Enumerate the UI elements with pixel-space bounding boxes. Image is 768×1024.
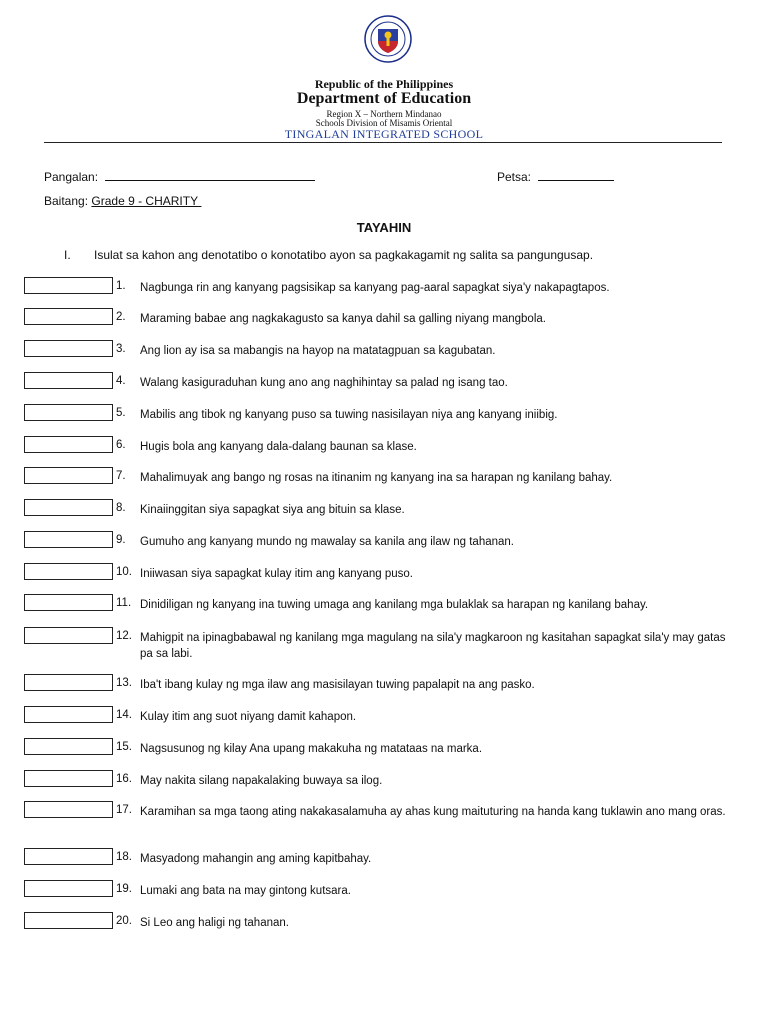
answer-box[interactable] xyxy=(24,436,113,453)
question-text: Ang lion ay isa sa mabangis na hayop na matatagpuan sa kagubatan. xyxy=(140,345,496,357)
question-text: Nagsusunog ng kilay Ana upang makakuha ng matataas na marka. xyxy=(140,743,483,755)
question-number: 13. xyxy=(116,677,132,689)
question-text: Mabilis ang tibok ng kanyang puso sa tuwing nasisilayan niya ang kanyang iniibig. xyxy=(140,409,558,421)
region-heading: Region X – Northern Mindanao xyxy=(326,109,442,119)
question-number: 11. xyxy=(116,597,132,609)
question-text: Iniiwasan siya sapagkat kulay itim ang kanyang puso. xyxy=(140,568,413,580)
question-text: Nagbunga rin ang kanyang pagsisikap sa kanyang pag-aaral sapagkat siya'y nakapagtapos. xyxy=(140,282,610,294)
answer-box[interactable] xyxy=(24,801,113,818)
grade-label: Baitang: xyxy=(44,194,89,208)
question-text: Lumaki ang bata na may gintong kutsara. xyxy=(140,885,351,897)
school-name: TINGALAN INTEGRATED SCHOOL xyxy=(284,127,484,141)
question-number: 18. xyxy=(116,851,132,863)
question-text: Mahigpit na ipinagbabawal ng kanilang mga magulang na sila'y magkaroon ng kasitahan sapagkat sila'y may gatas pa sa labi. xyxy=(140,632,726,660)
republic-heading: Republic of the Philippines xyxy=(314,77,454,91)
question-text: Maraming babae ang nagkakagusto sa kanya dahil sa galling niyang mangbola. xyxy=(140,313,546,325)
question-number: 12. xyxy=(116,630,132,642)
deped-seal-logo xyxy=(364,15,412,63)
question-number: 16. xyxy=(116,773,132,785)
date-field xyxy=(497,170,614,184)
question-text: Kinaiinggitan siya sapagkat siya ang bituin sa klase. xyxy=(140,504,405,516)
question-text: Walang kasiguraduhan kung ano ang naghihintay sa palad ng isang tao. xyxy=(140,377,508,389)
department-heading: Department of Education xyxy=(296,90,472,107)
answer-box[interactable] xyxy=(24,277,113,294)
answer-box[interactable] xyxy=(24,738,113,755)
answer-box[interactable] xyxy=(24,467,113,484)
question-text: May nakita silang napakalaking buwaya sa ilog. xyxy=(140,775,383,787)
answer-box[interactable] xyxy=(24,880,113,897)
test-title: TAYAHIN xyxy=(356,220,412,235)
question-text: Kulay itim ang suot niyang damit kahapon. xyxy=(140,711,357,723)
instruction-text: Isulat sa kahon ang denotatibo o konotatibo ayon sa pagkakagamit ng salita sa pangungusap. xyxy=(94,248,594,262)
answer-box[interactable] xyxy=(24,770,113,787)
answer-box[interactable] xyxy=(24,340,113,357)
date-label: Petsa: xyxy=(497,170,532,184)
question-number: 10. xyxy=(116,566,132,578)
name-blank[interactable] xyxy=(105,170,315,181)
question-text: Hugis bola ang kanyang dala-dalang baunan sa klase. xyxy=(140,441,417,453)
question-text: Dinidiligan ng kanyang ina tuwing umaga ang kanilang mga bulaklak sa harapan ng kanilang bahay. xyxy=(140,599,649,611)
answer-box[interactable] xyxy=(24,308,113,325)
header-divider xyxy=(44,142,722,143)
date-blank[interactable] xyxy=(538,170,614,181)
question-text: Mahalimuyak ang bango ng rosas na itinanim ng kanyang ina sa harapan ng kanilang bahay. xyxy=(140,472,613,484)
question-number: 1. xyxy=(116,280,126,292)
answer-box[interactable] xyxy=(24,674,113,691)
question-number: 5. xyxy=(116,407,126,419)
answer-box[interactable] xyxy=(24,627,113,644)
answer-box[interactable] xyxy=(24,404,113,421)
question-number: 14. xyxy=(116,709,132,721)
answer-box[interactable] xyxy=(24,912,113,929)
answer-box[interactable] xyxy=(24,594,113,611)
answer-box[interactable] xyxy=(24,706,113,723)
question-text: Iba't ibang kulay ng mga ilaw ang masisilayan tuwing papalapit na ang pasko. xyxy=(140,679,535,691)
question-text: Gumuho ang kanyang mundo ng mawalay sa kanila ang ilaw ng tahanan. xyxy=(140,536,514,548)
instruction-numeral: I. xyxy=(64,248,71,262)
name-label: Pangalan: xyxy=(44,170,99,184)
question-number: 6. xyxy=(116,439,126,451)
question-number: 2. xyxy=(116,311,126,323)
grade-field xyxy=(44,194,201,208)
question-number: 7. xyxy=(116,470,126,482)
question-number: 15. xyxy=(116,741,132,753)
question-text: Karamihan sa mga taong ating nakakasalamuha ay ahas kung maituturing na handa kang tuklawin ano mang oras. xyxy=(140,806,726,818)
answer-box[interactable] xyxy=(24,499,113,516)
question-text: Masyadong mahangin ang aming kapitbahay. xyxy=(140,853,372,865)
question-text: Si Leo ang haligi ng tahanan. xyxy=(140,917,289,929)
division-heading: Schools Division of Misamis Oriental xyxy=(315,118,453,128)
name-field xyxy=(44,170,315,184)
grade-value: Grade 9 - CHARITY xyxy=(91,194,199,208)
question-number: 4. xyxy=(116,375,126,387)
answer-box[interactable] xyxy=(24,848,113,865)
question-number: 3. xyxy=(116,343,126,355)
question-number: 20. xyxy=(116,915,132,927)
answer-box[interactable] xyxy=(24,372,113,389)
question-number: 19. xyxy=(116,883,132,895)
instruction xyxy=(64,248,593,262)
answer-box[interactable] xyxy=(24,563,113,580)
question-number: 9. xyxy=(116,534,126,546)
question-number: 17. xyxy=(116,804,132,816)
answer-box[interactable] xyxy=(24,531,113,548)
question-number: 8. xyxy=(116,502,126,514)
